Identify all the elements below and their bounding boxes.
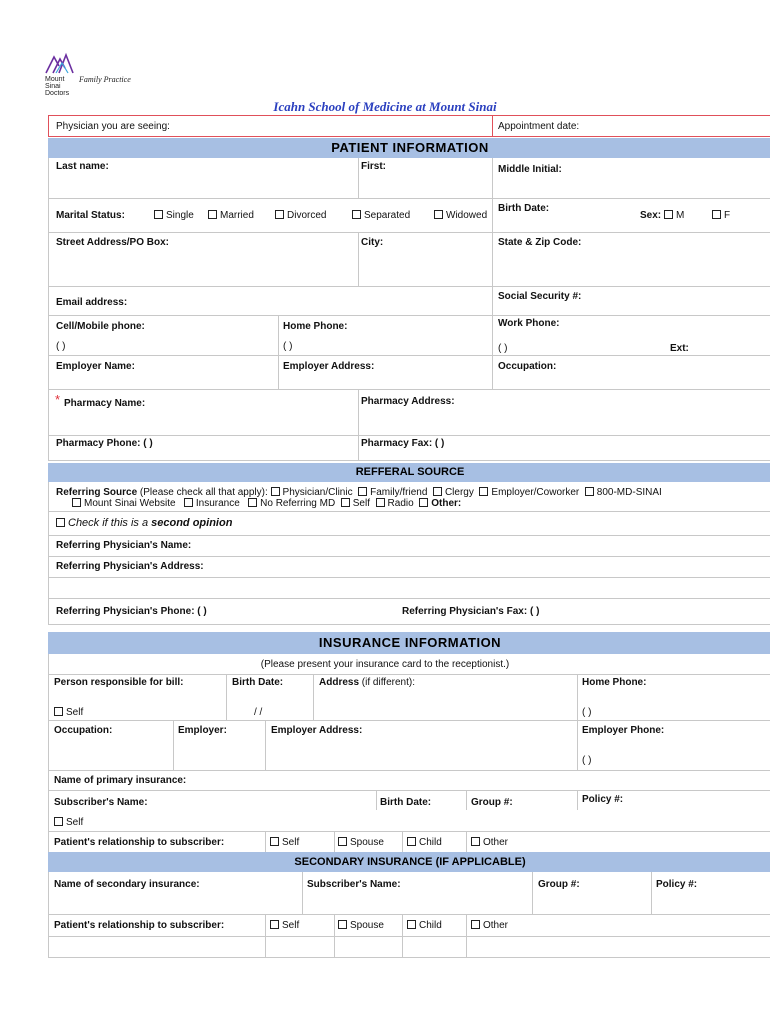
employer-name-label[interactable]: Employer Name: bbox=[56, 361, 135, 372]
checkbox-icon[interactable] bbox=[434, 210, 443, 219]
checkbox-icon[interactable] bbox=[407, 920, 416, 929]
checkbox-icon[interactable] bbox=[341, 498, 350, 507]
responsible-label[interactable]: Person responsible for bill: bbox=[54, 677, 184, 688]
logo-tagline: Family Practice bbox=[79, 75, 131, 84]
checkbox-icon[interactable] bbox=[664, 210, 673, 219]
work-phone-parens: ( ) bbox=[498, 343, 508, 354]
ins-employer-phone-label[interactable]: Employer Phone: bbox=[582, 725, 665, 736]
ref-option-800-md-sinai[interactable]: 800-MD-SINAI bbox=[596, 487, 662, 498]
pharmacy-fax-label[interactable]: Pharmacy Fax: ( ) bbox=[361, 438, 445, 449]
school-title: Icahn School of Medicine at Mount Sinai bbox=[273, 99, 497, 114]
bill-home-phone-parens: ( ) bbox=[582, 707, 592, 718]
secondary-policy-label[interactable]: Policy #: bbox=[656, 879, 698, 890]
email-label[interactable]: Email address: bbox=[56, 297, 128, 308]
checkbox-icon[interactable] bbox=[479, 487, 488, 496]
checkbox-icon[interactable] bbox=[433, 487, 442, 496]
ref-option-employer[interactable]: Employer/Coworker bbox=[491, 487, 580, 498]
rel-child-checkbox[interactable]: Child bbox=[407, 837, 442, 849]
checkbox-icon[interactable] bbox=[358, 487, 367, 496]
logo-text-doctors: Doctors bbox=[45, 90, 70, 97]
work-phone-label[interactable]: Work Phone: bbox=[498, 318, 560, 329]
referring-physician-phone-label[interactable]: Referring Physician's Phone: ( ) bbox=[56, 606, 207, 617]
marital-divorced-checkbox[interactable]: Divorced bbox=[275, 210, 326, 222]
pharmacy-name-label[interactable]: Pharmacy Name: bbox=[64, 398, 146, 409]
relationship-label: Patient's relationship to subscriber: bbox=[54, 837, 225, 848]
checkbox-icon[interactable] bbox=[270, 837, 279, 846]
primary-insurance-label[interactable]: Name of primary insurance: bbox=[54, 775, 187, 786]
last-name-label[interactable]: Last name: bbox=[56, 161, 109, 172]
subscriber-birth-label[interactable]: Birth Date: bbox=[380, 797, 432, 808]
ref-option-other[interactable]: Other: bbox=[431, 498, 462, 509]
mount-sinai-logo-icon bbox=[45, 52, 77, 74]
sec-rel-spouse-checkbox[interactable]: Spouse bbox=[338, 920, 384, 932]
insurance-info-heading: INSURANCE INFORMATION bbox=[48, 632, 770, 654]
checkbox-icon[interactable] bbox=[376, 498, 385, 507]
bill-address-label[interactable]: Address (if different): bbox=[319, 677, 415, 688]
occupation-label[interactable]: Occupation: bbox=[498, 361, 557, 372]
secondary-relationship-label: Patient's relationship to subscriber: bbox=[54, 920, 225, 931]
first-name-label[interactable]: First: bbox=[361, 161, 386, 172]
cell-phone-label[interactable]: Cell/Mobile phone: bbox=[56, 321, 145, 332]
rel-self-checkbox[interactable]: Self bbox=[270, 837, 299, 849]
checkbox-icon[interactable] bbox=[407, 837, 416, 846]
secondary-insurance-heading: SECONDARY INSURANCE (IF APPLICABLE) bbox=[48, 852, 770, 872]
ins-employer-address-label[interactable]: Employer Address: bbox=[271, 725, 363, 736]
insurance-card-note: (Please present your insurance card to the receptionist.) bbox=[260, 659, 510, 670]
pharmacy-address-label[interactable]: Pharmacy Address: bbox=[361, 396, 455, 407]
middle-initial-label[interactable]: Middle Initial: bbox=[498, 164, 562, 175]
ref-option-clergy[interactable]: Clergy bbox=[444, 487, 474, 498]
checkbox-icon[interactable] bbox=[56, 518, 65, 527]
sec-rel-child-checkbox[interactable]: Child bbox=[407, 920, 442, 932]
ext-label[interactable]: Ext: bbox=[670, 343, 689, 354]
checkbox-icon[interactable] bbox=[184, 498, 193, 507]
referring-source-label: Referring Source bbox=[56, 487, 138, 498]
ref-option-radio[interactable]: Radio bbox=[387, 498, 414, 509]
rel-spouse-checkbox[interactable]: Spouse bbox=[338, 837, 384, 849]
sex-label: Sex: bbox=[640, 210, 662, 221]
ref-option-family[interactable]: Family/friend bbox=[370, 487, 428, 498]
referring-physician-fax-label[interactable]: Referring Physician's Fax: ( ) bbox=[402, 606, 540, 617]
checkbox-icon[interactable] bbox=[712, 210, 721, 219]
secondary-insurance-name-label[interactable]: Name of secondary insurance: bbox=[54, 879, 200, 890]
marital-status-label: Marital Status: bbox=[56, 210, 125, 221]
checkbox-icon[interactable] bbox=[72, 498, 81, 507]
checkbox-icon[interactable] bbox=[338, 920, 347, 929]
cell-phone-parens: ( ) bbox=[56, 341, 66, 352]
checkbox-icon[interactable] bbox=[585, 487, 594, 496]
subscriber-self-checkbox[interactable]: Self bbox=[54, 817, 83, 829]
checkbox-icon[interactable] bbox=[271, 487, 280, 496]
checkbox-icon[interactable] bbox=[208, 210, 217, 219]
referring-physician-name-label[interactable]: Referring Physician's Name: bbox=[56, 540, 192, 551]
appointment-date-label[interactable]: Appointment date: bbox=[498, 121, 580, 132]
ins-employer-label[interactable]: Employer: bbox=[178, 725, 227, 736]
second-opinion-checkbox[interactable]: Check if this is a second opinion bbox=[56, 517, 232, 529]
bill-birth-date-label[interactable]: Birth Date: bbox=[232, 677, 284, 688]
checkbox-icon[interactable] bbox=[338, 837, 347, 846]
marital-single-checkbox[interactable]: Single bbox=[154, 210, 194, 222]
ref-option-insurance[interactable]: Insurance bbox=[195, 498, 240, 509]
checkbox-icon[interactable] bbox=[275, 210, 284, 219]
ssn-label[interactable]: Social Security #: bbox=[498, 291, 582, 302]
state-zip-label[interactable]: State & Zip Code: bbox=[498, 237, 582, 248]
logo-text-sinai: Sinai bbox=[45, 83, 61, 90]
referral-source-heading: REFFERAL SOURCE bbox=[48, 463, 770, 482]
bill-birth-slashes: / / bbox=[254, 707, 263, 718]
required-asterisk: * bbox=[55, 392, 61, 407]
marital-separated-checkbox[interactable]: Separated bbox=[352, 210, 410, 222]
sec-rel-other-checkbox[interactable]: Other bbox=[471, 920, 508, 932]
pharmacy-phone-label[interactable]: Pharmacy Phone: ( ) bbox=[56, 438, 153, 449]
checkbox-icon[interactable] bbox=[471, 837, 480, 846]
bill-self-checkbox[interactable]: Self bbox=[54, 707, 83, 719]
checkbox-icon[interactable] bbox=[54, 817, 63, 826]
sec-rel-self-checkbox[interactable]: Self bbox=[270, 920, 299, 932]
sex-m-checkbox[interactable]: M bbox=[664, 210, 684, 222]
rel-other-checkbox[interactable]: Other bbox=[471, 837, 508, 849]
ins-employer-phone-parens: ( ) bbox=[582, 755, 592, 766]
checkbox-icon[interactable] bbox=[54, 707, 63, 716]
marital-married-checkbox[interactable]: Married bbox=[208, 210, 254, 222]
checkbox-icon[interactable] bbox=[471, 920, 480, 929]
bill-home-phone-label[interactable]: Home Phone: bbox=[582, 677, 647, 688]
checkbox-icon[interactable] bbox=[419, 498, 428, 507]
checkbox-icon[interactable] bbox=[270, 920, 279, 929]
birth-date-label[interactable]: Birth Date: bbox=[498, 203, 550, 214]
policy-number-label[interactable]: Policy #: bbox=[582, 794, 624, 805]
referring-source-note: (Please check all that apply): bbox=[139, 487, 268, 498]
marital-widowed-checkbox[interactable]: Widowed bbox=[434, 210, 487, 222]
secondary-subscriber-label[interactable]: Subscriber's Name: bbox=[307, 879, 401, 890]
ref-option-self[interactable]: Self bbox=[352, 498, 370, 509]
street-address-label[interactable]: Street Address/PO Box: bbox=[56, 237, 169, 248]
checkbox-icon[interactable] bbox=[248, 498, 257, 507]
referral-options-row2 bbox=[72, 498, 461, 510]
physician-label[interactable]: Physician you are seeing: bbox=[56, 121, 170, 132]
patient-info-heading: PATIENT INFORMATION bbox=[48, 138, 770, 158]
city-label[interactable]: City: bbox=[361, 237, 384, 248]
checkbox-icon[interactable] bbox=[154, 210, 163, 219]
logo-text-mount: Mount bbox=[45, 76, 65, 83]
employer-address-label[interactable]: Employer Address: bbox=[283, 361, 375, 372]
group-number-label[interactable]: Group #: bbox=[471, 797, 513, 808]
referring-physician-address-label[interactable]: Referring Physician's Address: bbox=[56, 561, 204, 572]
ins-occupation-label[interactable]: Occupation: bbox=[54, 725, 113, 736]
home-phone-parens: ( ) bbox=[283, 341, 293, 352]
ref-option-website[interactable]: Mount Sinai Website bbox=[84, 498, 176, 509]
sex-f-checkbox[interactable]: F bbox=[712, 210, 730, 222]
subscriber-name-label[interactable]: Subscriber's Name: bbox=[54, 797, 148, 808]
ref-option-physician[interactable]: Physician/Clinic bbox=[282, 487, 353, 498]
secondary-group-label[interactable]: Group #: bbox=[538, 879, 580, 890]
home-phone-label[interactable]: Home Phone: bbox=[283, 321, 348, 332]
checkbox-icon[interactable] bbox=[352, 210, 361, 219]
ref-option-no-referring[interactable]: No Referring MD bbox=[260, 498, 336, 509]
